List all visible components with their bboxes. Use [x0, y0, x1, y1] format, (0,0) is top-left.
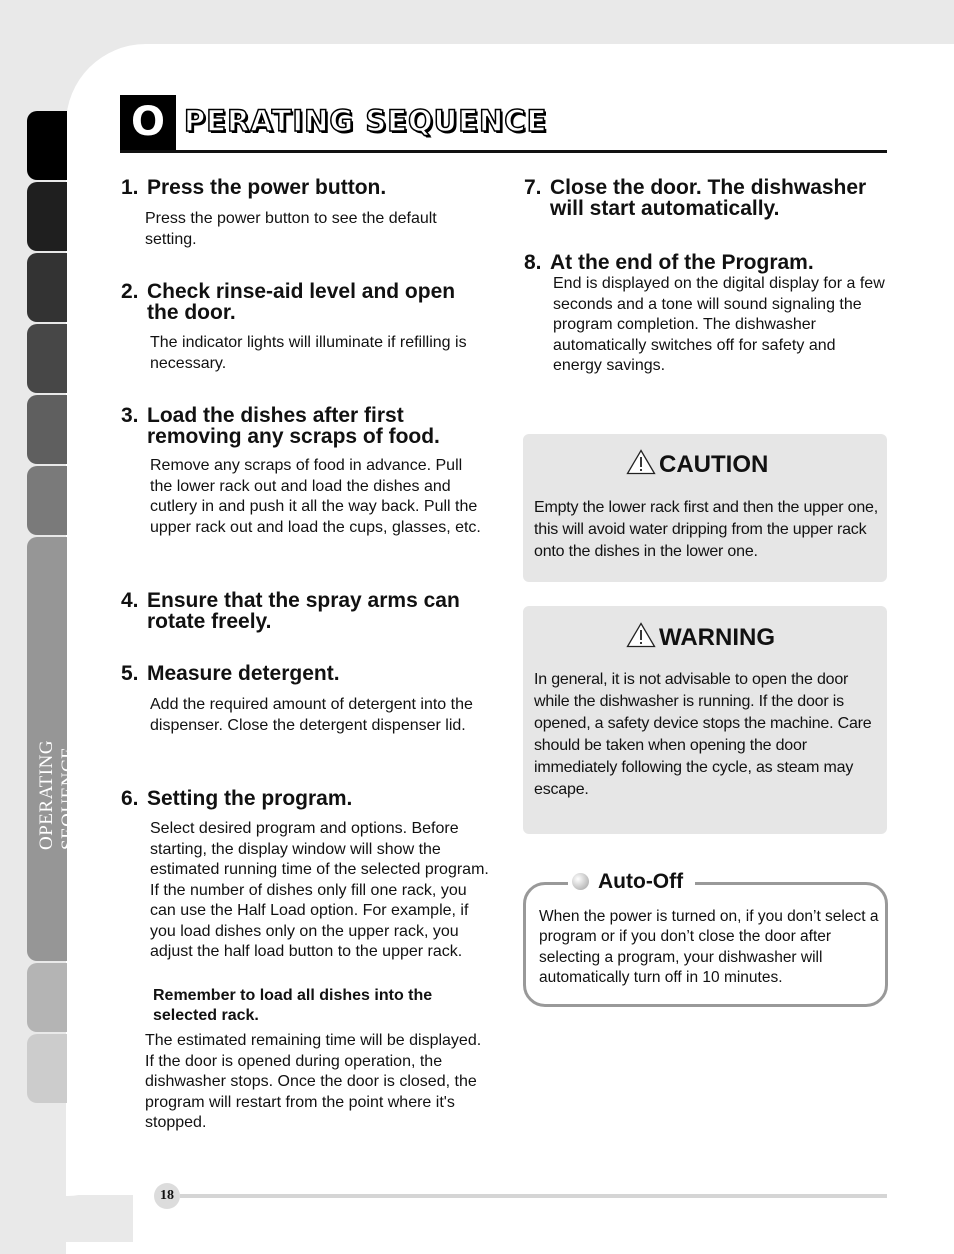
- step-7-heading: 7. Close the door. The dishwasher will start automatically.: [524, 176, 867, 220]
- step-2-heading: 2. Check rinse-aid level and open the door.: [121, 280, 456, 324]
- step-2-body: The indicator lights will illuminate if refilling is necessary.: [150, 334, 467, 372]
- chapter-tab-8[interactable]: [27, 963, 67, 1032]
- step-8-body: End is displayed on the digital display for a few seconds and a tone will sound signaling the program completion. The dishwasher automatically switches off for safety and energy savings.: [553, 275, 885, 374]
- step-5-heading: 5. Measure detergent.: [121, 662, 340, 685]
- chapter-tab-3[interactable]: [27, 253, 67, 322]
- page-corner: [0, 1195, 133, 1242]
- step-3-body: Remove any scraps of food in advance. Pull the lower rack out and load the dishes and cutlery in and push it all the way back. Pull the upper rack out and load the cups, glasses, etc.: [150, 457, 481, 536]
- chapter-tab-4[interactable]: [27, 324, 67, 393]
- auto-off-body: When the power is turned on, if you don’t select a program or if you don’t close the door after selecting a program, your dishwasher will automatically turn off in 10 minutes.: [539, 908, 879, 986]
- step-6-body: Select desired program and options. Before starting, the display window will show the estimated running time of the selected program. If the number of dishes only fill one rack, you can use the Half Load option. For example, if you load dishes only on the upper rack, you adjust the half load button to the upper rack.: [150, 820, 489, 960]
- chapter-tab-6[interactable]: [27, 466, 67, 535]
- chapter-tab-9[interactable]: [27, 1034, 67, 1103]
- chapter-tab-1[interactable]: [27, 111, 67, 180]
- page-title: [120, 95, 887, 153]
- step-3-heading: 3. Load the dishes after first removing any scraps of food.: [121, 404, 440, 448]
- warning-title: WARNING: [626, 622, 775, 652]
- warning-body: In general, it is not advisable to open the door while the dishwasher is running. If the door is opened, a safety device stops the machine. Care should be taken when opening the door immediately following the cycle, as steam may escape.: [534, 671, 872, 798]
- step-1-body: Press the power button to see the default setting.: [145, 210, 437, 248]
- step-8-heading: 8. At the end of the Program.: [524, 251, 814, 274]
- page-number: 18: [154, 1183, 180, 1209]
- step-6-heading: 6. Setting the program.: [121, 787, 353, 810]
- warning-triangle-icon: [626, 449, 656, 475]
- step-6-body-2: The estimated remaining time will be displayed. If the door is opened during operation, the dishwasher stops. Once the door is closed, the program will restart from the point where it's stopped.: [145, 1032, 482, 1131]
- caution-title: CAUTION: [626, 449, 768, 479]
- chapter-tab-5[interactable]: [27, 395, 67, 464]
- step-1-heading: 1. Press the power button.: [121, 176, 387, 199]
- side-section-label: OPERATING SEQUENCE: [36, 739, 79, 850]
- step-6-note: Remember to load all dishes into the selected rack.: [153, 987, 433, 1024]
- title-text: PERATING SEQUENCE: [184, 104, 548, 138]
- caution-body: Empty the lower rack first and then the upper one, this will avoid water dripping from the upper rack onto the dishes in the lower one.: [534, 499, 878, 560]
- footer-rule: [180, 1194, 887, 1198]
- step-5-body: Add the required amount of detergent into the dispenser. Close the detergent dispenser lid.: [150, 696, 473, 734]
- chapter-tab-2[interactable]: [27, 182, 67, 251]
- bullet-dot-icon: [572, 873, 589, 890]
- step-4-heading: 4. Ensure that the spray arms can rotate freely.: [121, 589, 460, 633]
- title-initial: O: [120, 95, 176, 150]
- auto-off-title: Auto-Off: [568, 868, 695, 896]
- warning-triangle-icon: [626, 622, 656, 648]
